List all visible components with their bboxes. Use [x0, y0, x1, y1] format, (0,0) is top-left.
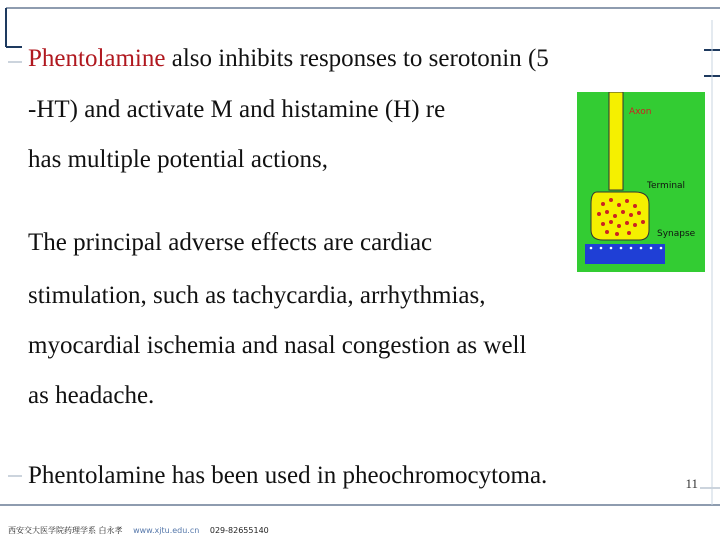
footer-website[interactable]: www.xjtu.edu.cn [133, 526, 200, 535]
text-line-5: stimulation, such as tachycardia, arrhythmias, [28, 282, 486, 309]
drug-name-highlight: Phentolamine [28, 45, 166, 72]
terminal-label: Terminal [647, 181, 686, 191]
synapse-label: Synapse [657, 229, 696, 239]
footer-phone: 029-82655140 [209, 526, 269, 535]
axon-label: Axon [629, 107, 652, 117]
synapse-diagram [577, 92, 705, 272]
footer [8, 525, 277, 536]
footer-institution: 西安交大医学院药理学系 白永孝 [8, 526, 123, 535]
text-line-8: Phentolamine has been used in pheochromocytoma. [28, 462, 548, 489]
text-line-3: has multiple potential actions, [28, 146, 328, 173]
text-line-4: The principal adverse effects are cardiac [28, 229, 433, 256]
page-number: 11 [685, 476, 698, 491]
text-line-6: myocardial ischemia and nasal congestion as well [28, 332, 527, 359]
text-line-1-rest: also inhibits responses to serotonin (5 [165, 45, 549, 72]
text-line-2: -HT) and activate M and histamine (H) re [28, 96, 446, 123]
text-line-1 [28, 46, 549, 71]
text-line-7: as headache. [28, 382, 155, 409]
